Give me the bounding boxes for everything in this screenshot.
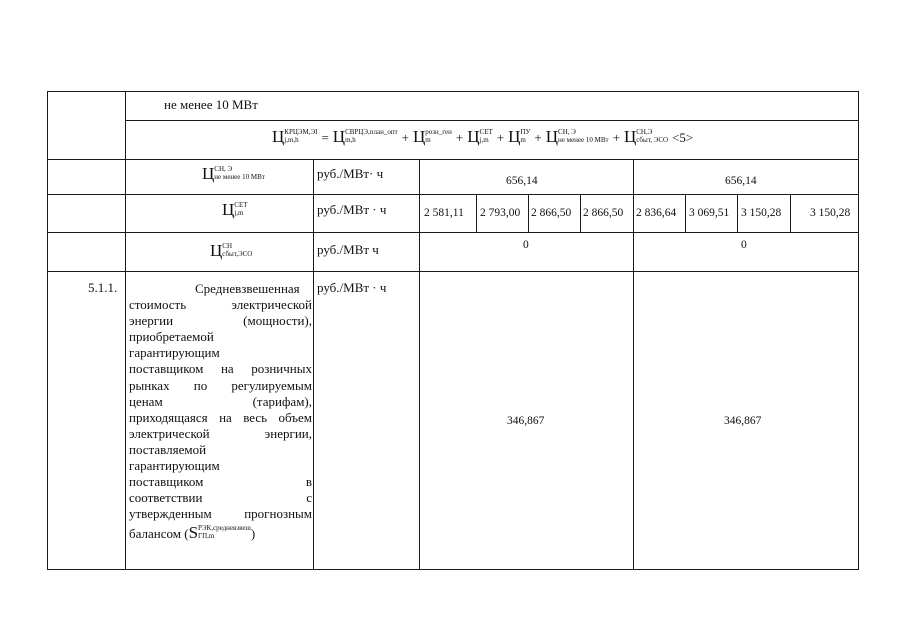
set-value-2: 2 793,00: [480, 207, 521, 219]
row511-value-a: 346,867: [507, 415, 545, 427]
set-symbol: Ц СЕТ j,m: [222, 200, 248, 219]
set-value-1: 2 581,11: [424, 207, 464, 219]
set-unit: руб./МВт · ч: [317, 202, 387, 217]
row-number: 5.1.1.: [88, 280, 118, 295]
row-description: Средневзвешенная стоимость электрической энергии (мощности), приобретаемой гарантирующим поставщиком на розничных рынках по регулируемым ценам (тарифам), приходящаяся на весь объем электрической энергии, поставляемой гарантирующим поставщиком в соответствии с утвержденным прогнозным балансом (S РЭК,средневзвеш ГП,m ): [129, 281, 312, 543]
set-value-4: 2 866,50: [583, 207, 624, 219]
sn-symbol: Ц СН, Э не менее 10 МВт: [202, 164, 265, 183]
sn-value-a: 656,14: [506, 175, 538, 187]
last-word: балансом: [129, 526, 181, 542]
set-value-8: 3 150,28: [810, 207, 851, 219]
set-value-7: 3 150,28: [741, 207, 782, 219]
min10-label: не менее 10 МВт: [164, 97, 258, 112]
formula: Ц КРЦЭМ,ЭI j,m,h = Ц СВРЦЭ,план_опт m,h + Ц розн_ген m + Ц СЕТ j,m + Ц ПУ m + Ц СН, Э не менее 10 МВт + Ц СН,Э сбыт, ЭСО <5>: [272, 127, 694, 146]
row511-unit: руб./МВт · ч: [317, 280, 387, 295]
set-value-5: 2 836,64: [636, 207, 677, 219]
sbyt-unit: руб./МВт ч: [317, 242, 379, 257]
set-value-3: 2 866,50: [531, 207, 572, 219]
sbyt-value-b: 0: [741, 239, 747, 251]
sbyt-symbol: Ц СН сбыт,ЭСО: [210, 241, 253, 260]
sn-value-b: 656,14: [725, 175, 757, 187]
sn-unit: руб./МВт· ч: [317, 166, 384, 181]
sbyt-value-a: 0: [523, 239, 529, 251]
row511-value-b: 346,867: [724, 415, 762, 427]
set-value-6: 3 069,51: [689, 207, 730, 219]
